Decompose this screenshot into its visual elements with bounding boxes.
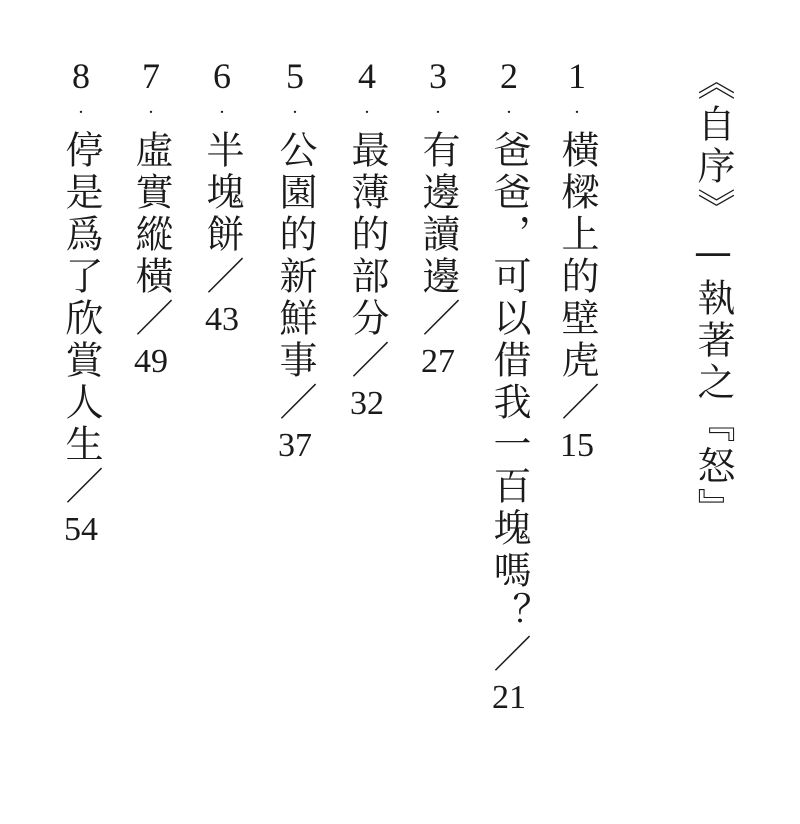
entry-page-number: 49 xyxy=(134,343,168,380)
toc-entry-7 xyxy=(126,56,176,382)
entry-page-number: 15 xyxy=(560,427,594,464)
entry-number: 3 xyxy=(429,56,447,96)
entry-dot: · xyxy=(292,102,298,123)
entry-title: 虛實縱橫／ xyxy=(129,130,173,340)
toc-entry-2 xyxy=(484,56,534,718)
entry-dot: · xyxy=(219,102,225,123)
entry-title: 爸爸，可以借我一百塊嗎？／ xyxy=(487,130,531,676)
entry-title: 停是爲了欣賞人生／ xyxy=(59,130,103,508)
entry-number: 7 xyxy=(142,56,160,96)
toc-entry-5 xyxy=(270,56,320,466)
entry-page-number: 43 xyxy=(205,301,239,338)
toc-entry-4 xyxy=(342,56,392,424)
toc-entry-6 xyxy=(197,56,247,340)
entry-page-number: 27 xyxy=(421,343,455,380)
toc-entry-3 xyxy=(413,56,463,382)
entry-dot: · xyxy=(435,102,441,123)
toc-entry-1 xyxy=(552,56,602,466)
entry-title: 最薄的部分／ xyxy=(345,130,389,382)
entry-title: 橫樑上的壁虎／ xyxy=(555,130,599,424)
entry-dot: · xyxy=(506,102,512,123)
preface-title: 《自序》—執著之『怒』 xyxy=(691,62,735,530)
entry-title: 公園的新鮮事／ xyxy=(273,130,317,424)
preface-heading xyxy=(688,62,738,530)
entry-number: 6 xyxy=(213,56,231,96)
entry-number: 8 xyxy=(72,56,90,96)
entry-number: 5 xyxy=(286,56,304,96)
entry-page-number: 32 xyxy=(350,385,384,422)
entry-number: 4 xyxy=(358,56,376,96)
entry-number: 2 xyxy=(500,56,518,96)
entry-page-number: 54 xyxy=(64,511,98,548)
toc-entry-8 xyxy=(56,56,106,550)
entry-page-number: 37 xyxy=(278,427,312,464)
entry-dot: · xyxy=(78,102,84,123)
entry-title: 有邊讀邊／ xyxy=(416,130,460,340)
entry-page-number: 21 xyxy=(492,679,526,716)
entry-title: 半塊餅／ xyxy=(200,130,244,298)
entry-dot: · xyxy=(148,102,154,123)
entry-dot: · xyxy=(574,102,580,123)
entry-number: 1 xyxy=(568,56,586,96)
entry-dot: · xyxy=(364,102,370,123)
